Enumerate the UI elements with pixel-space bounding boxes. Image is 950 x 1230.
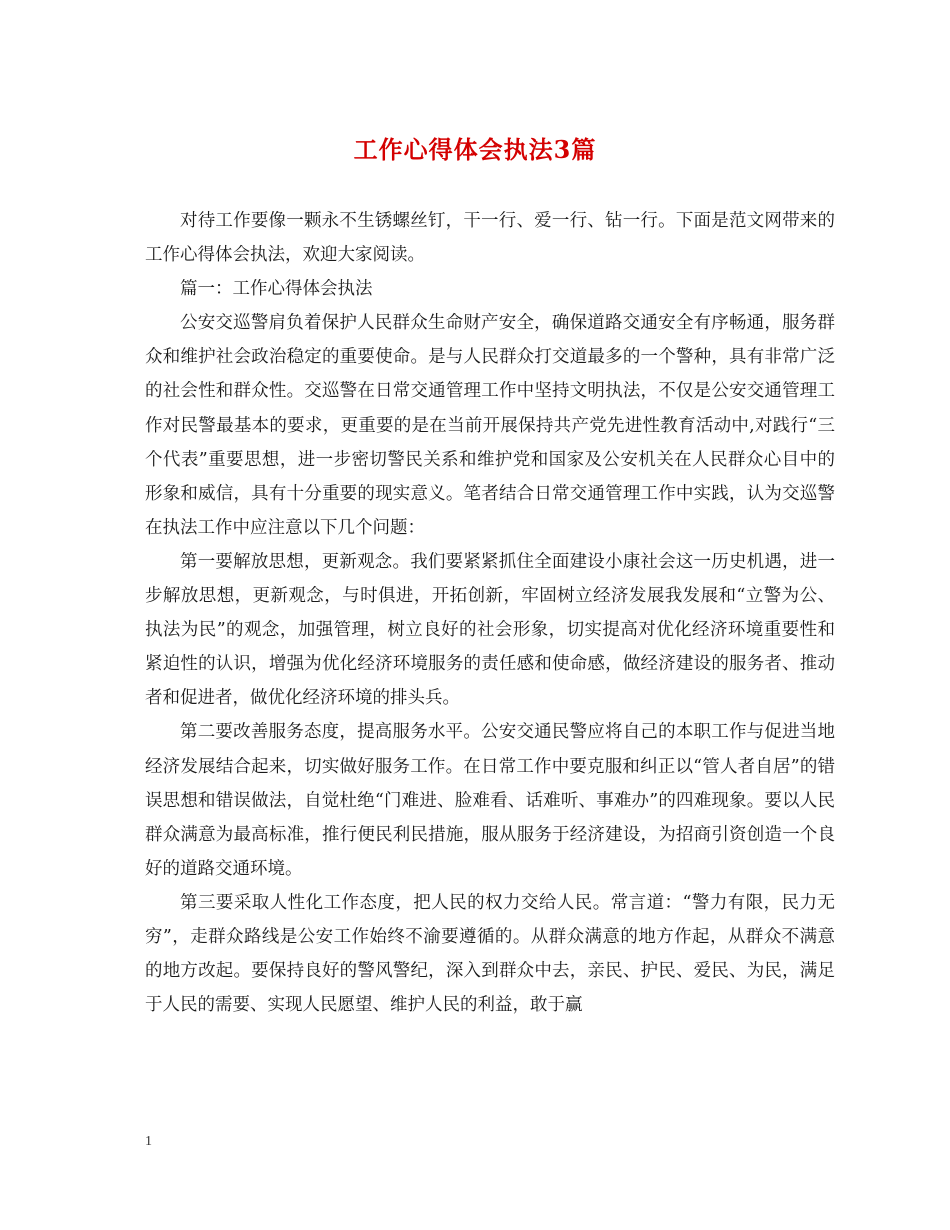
document-title: 工作心得体会执法3篇 [353,135,597,164]
paragraph: 第三要采取人性化工作态度，把人民的权力交给人民。常言道：“警力有限，民力无穷”，走群众路线是公安工作始终不渝要遵循的。从群众满意的地方作起，从群众不满意的地方改起。要保持良好的警风警纪，深入到群众中去，亲民、护民、爱民、为民，满足于人民的需要、实现人民愿望、维护人民的利益，敢于赢 [145,892,835,1016]
page-number: 1 [145,1134,152,1149]
paragraph: 公安交巡警肩负着保护人民群众生命财产安全，确保道路交通安全有序畅通，服务群众和维护社会政治稳定的重要使命。是与人民群众打交道最多的一个警种，具有非常广泛的社会性和群众性。交巡警在日常交通管理工作中坚持文明执法，不仅是公安交通管理工作对民警最基本的要求，更重要的是在当前开展保持共产党先进性教育活动中,对践行“三个代表”重要思想，进一步密切警民关系和维护党和国家及公安机关在人民群众心目中的形象和威信，具有十分重要的现实意义。笔者结合日常交通管理工作中实践，认为交巡警在执法工作中应注意以下几个问题： [145,313,835,538]
paragraph: 第一要解放思想，更新观念。我们要紧紧抓住全面建设小康社会这一历史机遇，进一步解放思想，更新观念，与时俱进，开拓创新，牢固树立经济发展我发展和“立警为公、执法为民”的观念，加强管理，树立良好的社会形象，切实提高对优化经济环境重要性和紧迫性的认识，增强为优化经济环境服务的责任感和使命感，做经济建设的服务者、推动者和促进者，做优化经济环境的排头兵。 [145,551,835,709]
paragraph-intro: 对待工作要像一颗永不生锈螺丝钉，干一行、爱一行、钻一行。下面是范文网带来的工作心得体会执法，欢迎大家阅读。 [145,211,835,266]
document-body [145,204,835,1022]
section-heading: 篇一：工作心得体会执法 [180,279,373,300]
paragraph: 第二要改善服务态度，提高服务水平。公安交通民警应将自己的本职工作与促进当地经济发展结合起来，切实做好服务工作。在日常工作中要克服和纠正以“管人者自居”的错误思想和错误做法，自觉杜绝“门难进、脸难看、话难听、事难办”的四难现象。要以人民群众满意为最高标准，推行便民利民措施，服从服务于经济建设，为招商引资创造一个良好的道路交通环境。 [145,722,835,879]
